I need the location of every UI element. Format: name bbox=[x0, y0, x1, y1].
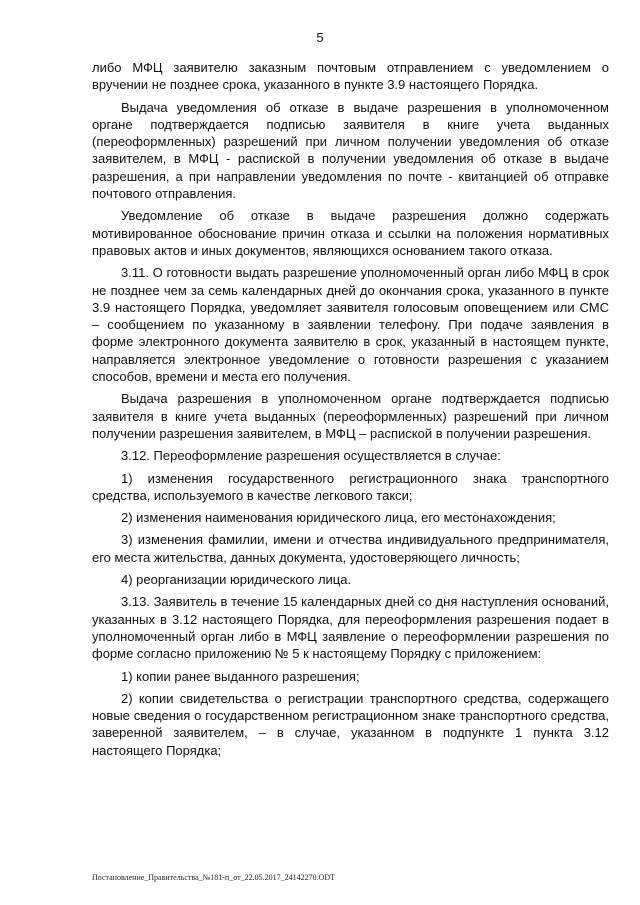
paragraph: Выдача разрешения в уполномоченном органе подтверждается подписью заявителя в книге учета выданных (переоформленных) разрешений при личном получении разрешения заявителем, в МФЦ – распиской в получении разрешения. bbox=[92, 391, 609, 441]
list-item: 1) копии ранее выданного разрешения; bbox=[121, 668, 360, 684]
list-item: 4) реорганизации юридического лица. bbox=[121, 572, 352, 588]
document-footer: Постановление_Правительства_№181-п_от_22.05.2017_24142270.ODT bbox=[92, 873, 336, 882]
paragraph: Выдача уведомления об отказе в выдаче разрешения в уполномоченном органе подтверждается подписью заявителя в книге учета выданных (переоформленных) разрешений при личном получении уведомления об отказе заявителем, в МФЦ - распиской в получении уведомления об отказе в выдаче разрешения, а при направлении уведомления по почте - квитанцией об отправке почтового отправления. bbox=[92, 99, 609, 202]
list-item: 2) копии свидетельства о регистрации транспортного средства, содержащего новые сведения о государственном регистрационном знаке транспортного средства, заверенной заявителем, – в случае, указанном в подпункте 1 пункта 3.12 настоящего Порядка; bbox=[92, 690, 609, 758]
list-item: 3) изменения фамилии, имени и отчества индивидуального предпринимателя, его места жительства, данных документа, удостоверяющего личность; bbox=[92, 532, 609, 565]
paragraph-3-11: 3.11. О готовности выдать разрешение уполномоченный орган либо МФЦ в срок не позднее чем за семь календарных дней до окончания срока, указанного в пункте 3.9 настоящего Порядка, уведомляет заявителя голосовым оповещением или СМС – сообщением по указанному в заявлении телефону. При подаче заявления в форме электронного документа заявителю в срок, указанный в настоящем пункте, направляется электронное уведомление о готовности разрешения с указанием способов, времени и места его получения. bbox=[92, 265, 609, 385]
list-item: 1) изменения государственного регистрационного знака транспортного средства, используемого в качестве легкового такси; bbox=[92, 470, 609, 503]
paragraph: Уведомление об отказе в выдаче разрешения должно содержать мотивированное обоснование причин отказа и ссылки на положения нормативных правовых актов и иных документов, являющихся основанием такого отказа. bbox=[92, 208, 609, 258]
paragraph-3-13: 3.13. Заявитель в течение 15 календарных дней со дня наступления оснований, указанных в 3.12 настоящего Порядка, для переоформления разрешения подает в уполномоченный орган либо в МФЦ заявление о переоформлении разрешения по форме согласно приложению № 5 к настоящему Порядку с приложением: bbox=[92, 594, 609, 662]
paragraph-continuation: либо МФЦ заявителю заказным почтовым отправлением с уведомлением о вручении не позднее срока, указанного в пункте 3.9 настоящего Порядка. bbox=[92, 60, 609, 93]
paragraph-3-12: 3.12. Переоформление разрешения осуществляется в случае: bbox=[121, 448, 501, 464]
document-body bbox=[92, 59, 609, 764]
page-number: 5 bbox=[316, 30, 324, 45]
list-item: 2) изменения наименования юридического лица, его местонахождения; bbox=[121, 510, 556, 526]
